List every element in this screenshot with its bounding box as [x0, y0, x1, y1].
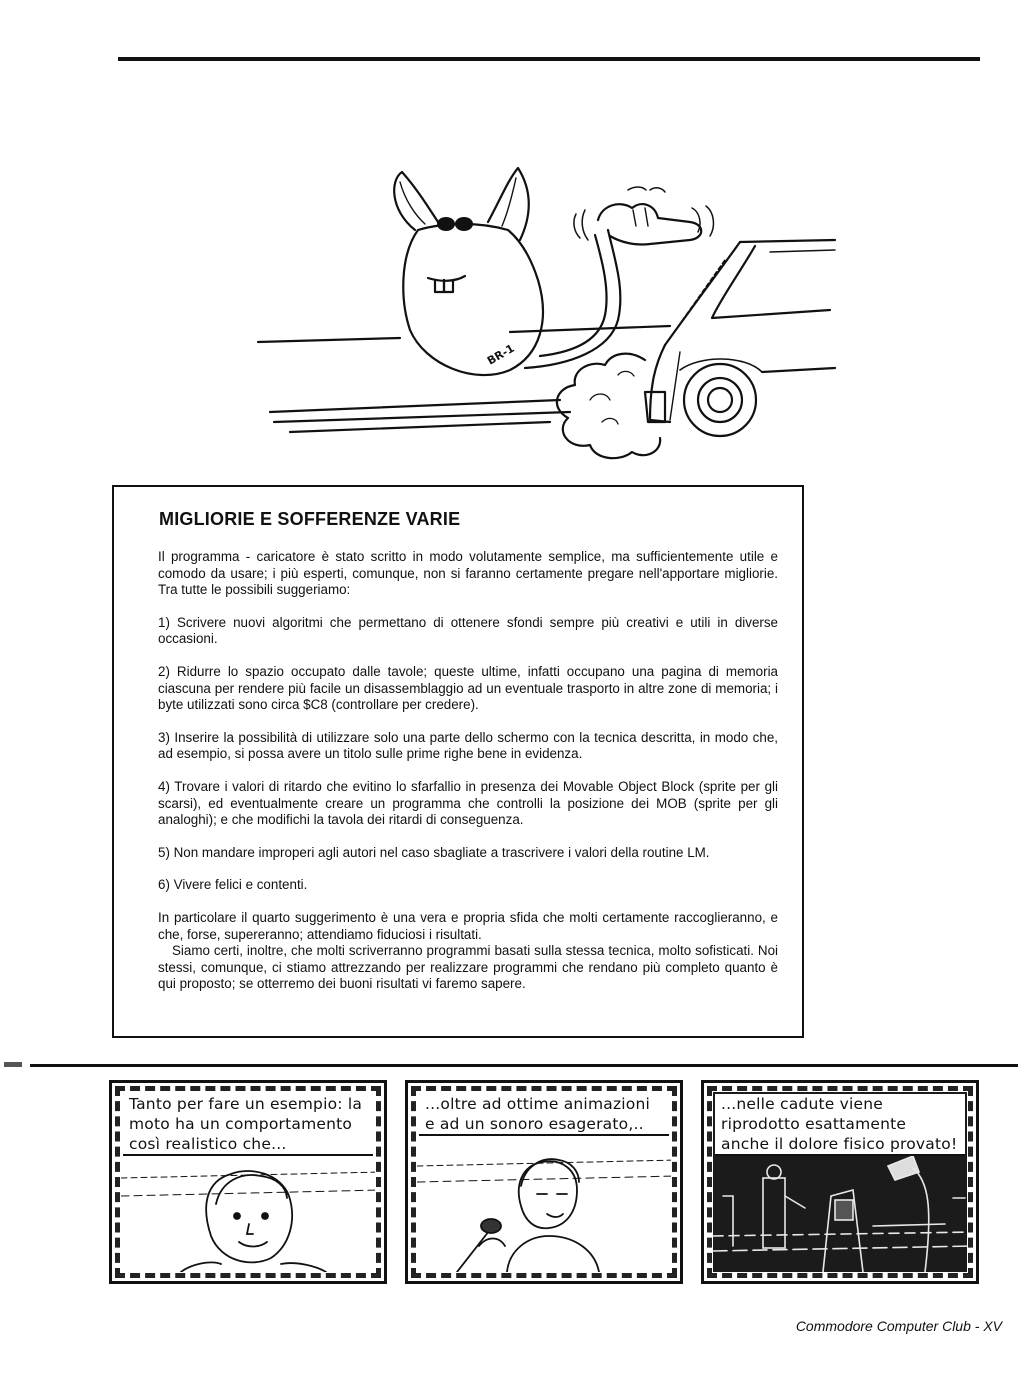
suggestion-2: 2) Ridurre lo spazio occupato dalle tavole; queste ultime, infatti occupano una pagina di memoria ciascuna per rendere più facile un disassemblaggio ad un eventuale trasporto in altre zone di memoria; i byte utilizzati sono circa $C8 (controllare per credere).	[158, 663, 778, 713]
comic-panel-2	[405, 1080, 683, 1284]
comic-panel-3	[701, 1080, 979, 1284]
article-box	[112, 485, 804, 1038]
rule-stub	[4, 1062, 22, 1067]
suggestion-4: 4) Trovare i valori di ritardo che evitino lo sfarfallio in presenza dei Movable Object Block (sprite per gli scarsi), ed eventualmente creare un programma che controlli la posizione dei MOB (sprite per gli analoghi); e che modifichi la tavola dei ritardi di conseguenza.	[158, 778, 778, 828]
suggestion-5: 5) Non mandare improperi agli autori nel caso sbagliate a trascrivere i valori della routine LM.	[158, 844, 710, 860]
suggestion-3: 3) Inserire la possibilità di utilizzare solo una parte dello schermo con la tecnica descritta, in modo che, ad esempio, si possa avere un titolo sulle prime righe bene in evidenza.	[158, 729, 778, 762]
speech-bubble-3: ...nelle cadute viene riprodotto esattamente anche il dolore fisico provato!	[715, 1094, 965, 1156]
cartoon-illustration	[250, 160, 850, 480]
top-rule	[118, 57, 980, 61]
comic-panel-1	[109, 1080, 387, 1284]
article-closing-1: In particolare il quarto suggerimento è una vera e propria sfida che molti certamente raccoglieranno, e che, forse, supereranno; attendiamo fiduciosi i risultati.	[158, 909, 778, 942]
illustration-signature: BR-1	[485, 341, 517, 368]
page-footer: Commodore Computer Club - XV	[795, 1318, 1002, 1334]
speech-bubble-1: Tanto per fare un esempio: la moto ha un comportamento così realistico che...	[123, 1094, 373, 1156]
speech-bubble-2: ...oltre ad ottime animazioni e ad un sonoro esagerato,..	[419, 1094, 669, 1136]
article-body	[158, 549, 778, 993]
suggestion-6: 6) Vivere felici e contenti.	[158, 877, 308, 893]
article-intro: Il programma - caricatore è stato scritto in modo volutamente semplice, ma sufficientemente utile e comodo da usare; i più esperti, comunque, non si faranno certamente pregare nell'apportare migliorie. Tra tutte le possibili suggeriamo:	[158, 549, 778, 598]
suggestion-1: 1) Scrivere nuovi algoritmi che permettano di ottenere sfondi sempre più creativi e utili in diverse occasioni.	[158, 614, 778, 647]
article-closing-2: Siamo certi, inoltre, che molti scriverranno programmi basati sulla stessa tecnica, molto sofisticati. Noi stessi, comunque, ci stiamo attrezzando per realizzare programmi che rendano più completo quanto è qui proposto; se otterremo dei buoni risultati vi faremo sapere.	[158, 943, 778, 992]
middle-rule	[30, 1064, 1018, 1067]
article-title: MIGLIORIE E SOFFERENZE VARIE	[159, 509, 461, 529]
